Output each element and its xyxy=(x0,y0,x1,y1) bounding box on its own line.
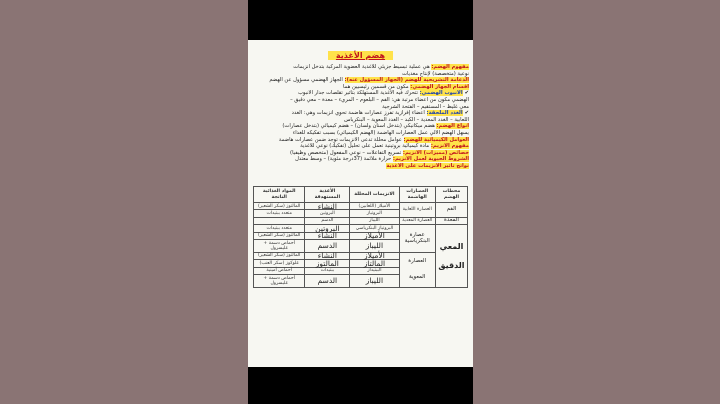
station-cell: المعدة xyxy=(435,217,467,224)
text-line xyxy=(252,150,469,157)
text-line xyxy=(252,77,469,84)
line-key: الأنبوب الهضمي: xyxy=(419,90,463,97)
header-juice: العصارات الهاضمة xyxy=(399,187,435,203)
header-target: الأغذية المستهدفة xyxy=(305,187,350,203)
enzyme-cell: البروتياز xyxy=(350,210,399,217)
enzyme-cell: الأميلاز xyxy=(350,252,399,259)
juice-cell: العصارة اللعابية xyxy=(399,203,435,218)
target-cell: النشاء xyxy=(305,203,350,210)
text-line xyxy=(252,123,469,130)
text-line xyxy=(252,130,469,137)
line-text: مادة كيميائية بروتينية تعمل على تحليل (تفكيك) نوعي للأغذية xyxy=(300,143,431,150)
header-enzyme: الانزيمات المحللة xyxy=(350,187,399,203)
juice-cell: العصارة المعدية xyxy=(399,217,435,224)
line-key: الدعامة التشريحية للهضم (الجهاز المسؤول عنه): xyxy=(344,77,469,84)
video-bottom-bar xyxy=(248,367,473,404)
line-text: مكون من قسمين رئيسيين هما xyxy=(343,83,411,90)
line-text: الهضمي مكون من أعضاء مرتبة هي: الفم – البلعوم – المريء – معدة – معي دقيق – xyxy=(290,96,469,103)
table-row xyxy=(254,203,468,210)
product-cell: أحماض دسمة + غليسرول xyxy=(254,275,305,288)
enzyme-cell: الليباز xyxy=(350,217,399,224)
station-label: المعي xyxy=(439,241,464,251)
target-cell: ببتيدات xyxy=(305,267,350,274)
target-cell: البروتين xyxy=(305,225,350,232)
line-text: نوعية (متخصصة) لإنتاج مغذيات xyxy=(402,70,469,77)
juice-label: المعوية xyxy=(409,273,426,280)
table-row xyxy=(254,252,468,259)
text-line xyxy=(252,104,469,111)
juice-label: العصارة xyxy=(408,258,427,265)
text-lines xyxy=(248,64,473,170)
text-line xyxy=(252,137,469,144)
product-cell: غلوكوز (سكر العنب) xyxy=(254,260,305,267)
table-row xyxy=(254,225,468,232)
digestion-table xyxy=(253,186,468,288)
product-cell: المالتوز (سكر الشعير) xyxy=(254,252,305,259)
juice-cell: عصارة البنكرياسية xyxy=(399,225,435,253)
page-title: هضم الأغذية xyxy=(328,51,393,60)
product-cell: المالتوز (سكر الشعير) xyxy=(254,232,305,239)
text-line xyxy=(252,84,469,91)
checkmark-icon: ✔ xyxy=(464,90,469,97)
text-line xyxy=(252,117,469,124)
line-text: حرارة ملائمة (37درجة مئوية) – وسط معتدل xyxy=(295,156,393,163)
station-label: الدقيق xyxy=(438,261,465,271)
juice-cell xyxy=(399,252,435,287)
product-cell xyxy=(254,217,305,224)
line-key: الغدد الملحقة: xyxy=(426,110,463,117)
line-text: الجهاز الهضمي مسؤول عن الهضم xyxy=(269,77,345,84)
line-text: هضم ميكانيكي (بتدخل أسنان ولسان) – هضم كيميائي (بتدخل عصارات) xyxy=(282,123,437,130)
target-cell: الدسم xyxy=(305,217,350,224)
station-cell-small-intestine xyxy=(435,225,467,288)
enzyme-cell: المالتاز xyxy=(350,260,399,267)
line-key: أنواع الهضم: xyxy=(436,123,469,130)
line-text: أعضاء إفرازية تفرز عصارات هاضمة تحوي انزيمات وهي: الغدد xyxy=(291,110,427,117)
text-line xyxy=(252,110,469,117)
station-cell: الفم xyxy=(435,203,467,218)
text-line xyxy=(252,64,469,71)
text-line xyxy=(252,156,469,163)
line-key: أقسام الجهاز الهضمي: xyxy=(410,83,469,90)
target-cell: النشاء xyxy=(305,232,350,239)
document-page xyxy=(248,40,473,367)
line-key: مفهوم الانزيم: xyxy=(430,143,469,150)
line-text: عوامل محللة تدعى الانزيمات توجد ضمن عصارات هاضمة xyxy=(278,136,404,143)
checkmark-icon: ✔ xyxy=(464,110,469,117)
table-header-row xyxy=(254,187,468,203)
line-key: العوامل الكيميائية للهضم: xyxy=(403,136,469,143)
text-line xyxy=(252,71,469,78)
header-product: المواد الغذائية الناتجة xyxy=(254,187,305,203)
line-text: تسريع التفاعلات – نوعي المفعول (متخصص وظيفيا) xyxy=(290,149,403,156)
target-cell: المالتوز xyxy=(305,260,350,267)
line-key: نواتج تأثير الانزيمات على الأغذية xyxy=(386,162,469,169)
line-text: يسهل الهضم الآلي عمل العصارات الهاضمة (الهضم الكيميائي) بسبب تفكيكه للغذاء xyxy=(292,129,469,136)
enzyme-cell: البروتياز البنكرياسي xyxy=(350,225,399,232)
line-text: تتحرك فيه الأغذية المستهلكة بتأثير تقلصات جدار الأنبوب xyxy=(297,90,420,97)
text-line xyxy=(252,97,469,104)
product-cell: متعدد ببتيدات xyxy=(254,210,305,217)
product-cell: أحماض أمينية xyxy=(254,267,305,274)
product-cell: المالتوز (سكر الشعير) xyxy=(254,203,305,210)
target-cell: النشاء xyxy=(305,252,350,259)
line-key: خصائص (مميزات) الانزيم: xyxy=(402,149,469,156)
enzyme-cell: الببتيداز xyxy=(350,267,399,274)
product-cell: متعدد ببتيدات xyxy=(254,225,305,232)
enzyme-cell: الأميلاز xyxy=(350,232,399,239)
video-frame xyxy=(248,0,473,404)
text-line xyxy=(252,143,469,150)
line-key: مفهوم الهضم: xyxy=(431,64,469,70)
title-wrap xyxy=(248,43,473,62)
enzyme-cell: الأميلاز (اللعابين) xyxy=(350,203,399,210)
line-text: هي عملية تبسيط جزيئي للأغذية العضوية المركبة بتدخل انزيمات xyxy=(293,64,432,70)
enzyme-cell: الليباز xyxy=(350,275,399,288)
line-text: معي غليظ – المستقيم – الفتحة الشرجية xyxy=(382,103,469,110)
target-cell: الدسم xyxy=(305,275,350,288)
enzyme-cell: الليباز xyxy=(350,240,399,253)
line-key: الشروط الحيوية لعمل الانزيم: xyxy=(392,156,469,163)
text-line xyxy=(252,163,469,170)
header-station: محطات الهضم xyxy=(435,187,467,203)
target-cell: الدسم xyxy=(305,240,350,253)
text-line xyxy=(252,90,469,97)
line-text: اللعابية – الغدد المعدية – الكبد – الغدد المعوية – البنكرياس xyxy=(344,116,469,123)
product-cell: أحماض دسمة + غليسرول xyxy=(254,240,305,253)
table-row xyxy=(254,217,468,224)
target-cell: البروتين xyxy=(305,210,350,217)
